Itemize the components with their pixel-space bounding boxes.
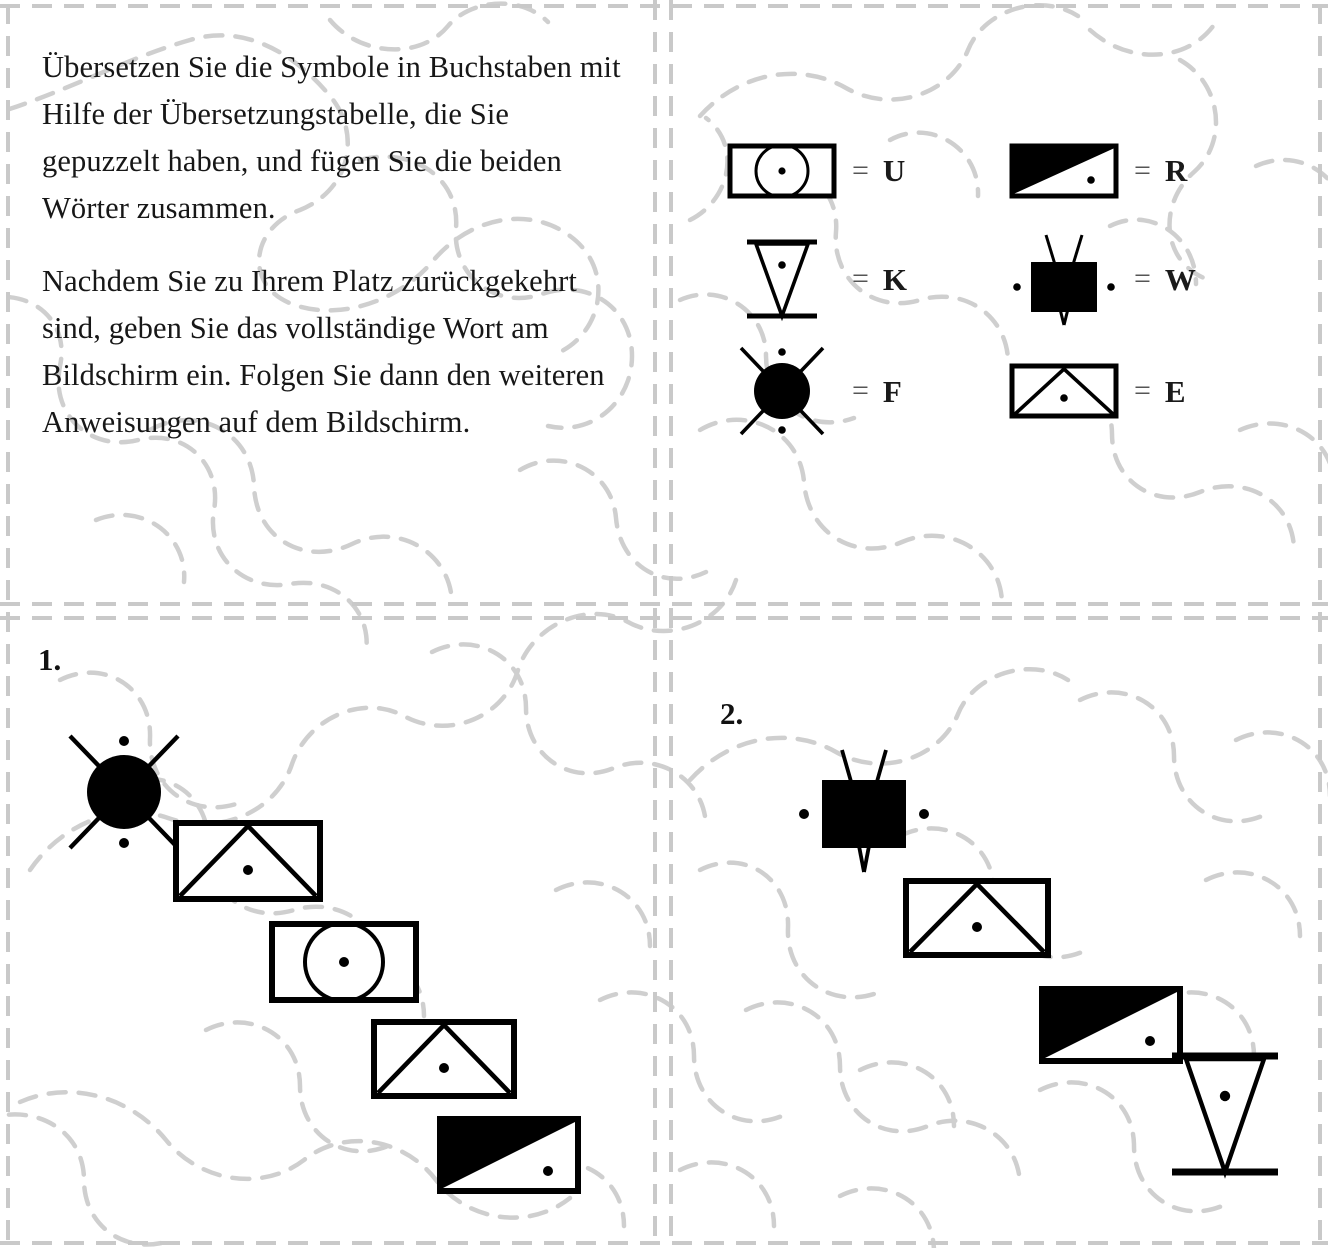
rect-peak-triangle-dot-icon [1008, 343, 1120, 439]
word1-symbol-u [268, 919, 420, 1005]
instruction-paragraph-2: Nachdem Sie zu Ihrem Platz zurückgekehrt sind, geben Sie das vollständige Wort am Bildschirm ein. Folgen Sie dann den weiteren Anweisungen auf dem Bildschirm. [42, 264, 605, 439]
instruction-paragraph-1: Übersetzen Sie die Symbole in Buchstaben mit Hilfe der Übersetzungstabelle, die Sie gepuzzelt haben, und fügen Sie die beiden Wörter zusammen. [42, 50, 621, 225]
translation-table-panel [668, 0, 1328, 612]
legend-equals: = [852, 153, 869, 187]
word1-symbol-r [436, 1115, 582, 1195]
legend-entry-f [726, 335, 984, 447]
legend-entry-u [726, 118, 984, 223]
word2-symbol-e [902, 876, 1052, 960]
word1-symbol-e2 [370, 1017, 518, 1101]
legend-equals: = [852, 262, 869, 295]
word-panel-2 [668, 618, 1328, 1248]
bowtie-star-dots-icon [1008, 231, 1120, 327]
legend-letter-f: F [882, 373, 902, 409]
legend-letter-e: E [1164, 373, 1186, 409]
bar-v-triangle-dot-bar-icon [726, 231, 838, 327]
legend-letter-w: W [1164, 261, 1196, 297]
legend-letter-k: K [882, 261, 908, 297]
legend-equals: = [1134, 262, 1151, 295]
rect-circle-dot-icon [726, 123, 838, 219]
legend-entry-k [726, 223, 984, 335]
rect-black-upper-triangle-dot-icon [1008, 123, 1120, 219]
translation-table [726, 118, 1266, 447]
legend-letter-u: U [882, 153, 906, 188]
filled-circle-rays-dots-icon [726, 343, 838, 439]
legend-equals: = [1134, 374, 1151, 407]
legend-entry-r [1008, 118, 1266, 223]
legend-equals: = [1134, 153, 1151, 187]
legend-equals: = [852, 374, 869, 407]
word-panel-1 [0, 618, 660, 1248]
legend-entry-e [1008, 335, 1266, 447]
instructions-panel [0, 0, 660, 612]
word2-symbol-r [1038, 985, 1184, 1065]
legend-entry-w [1008, 223, 1266, 335]
panel-number-2: 2. [720, 696, 744, 731]
panel-number-1: 1. [38, 642, 62, 677]
word2-symbol-w [796, 744, 932, 880]
word2-symbol-k [1168, 1048, 1282, 1180]
word1-symbol-e1 [172, 818, 324, 904]
legend-letter-r: R [1164, 153, 1188, 188]
